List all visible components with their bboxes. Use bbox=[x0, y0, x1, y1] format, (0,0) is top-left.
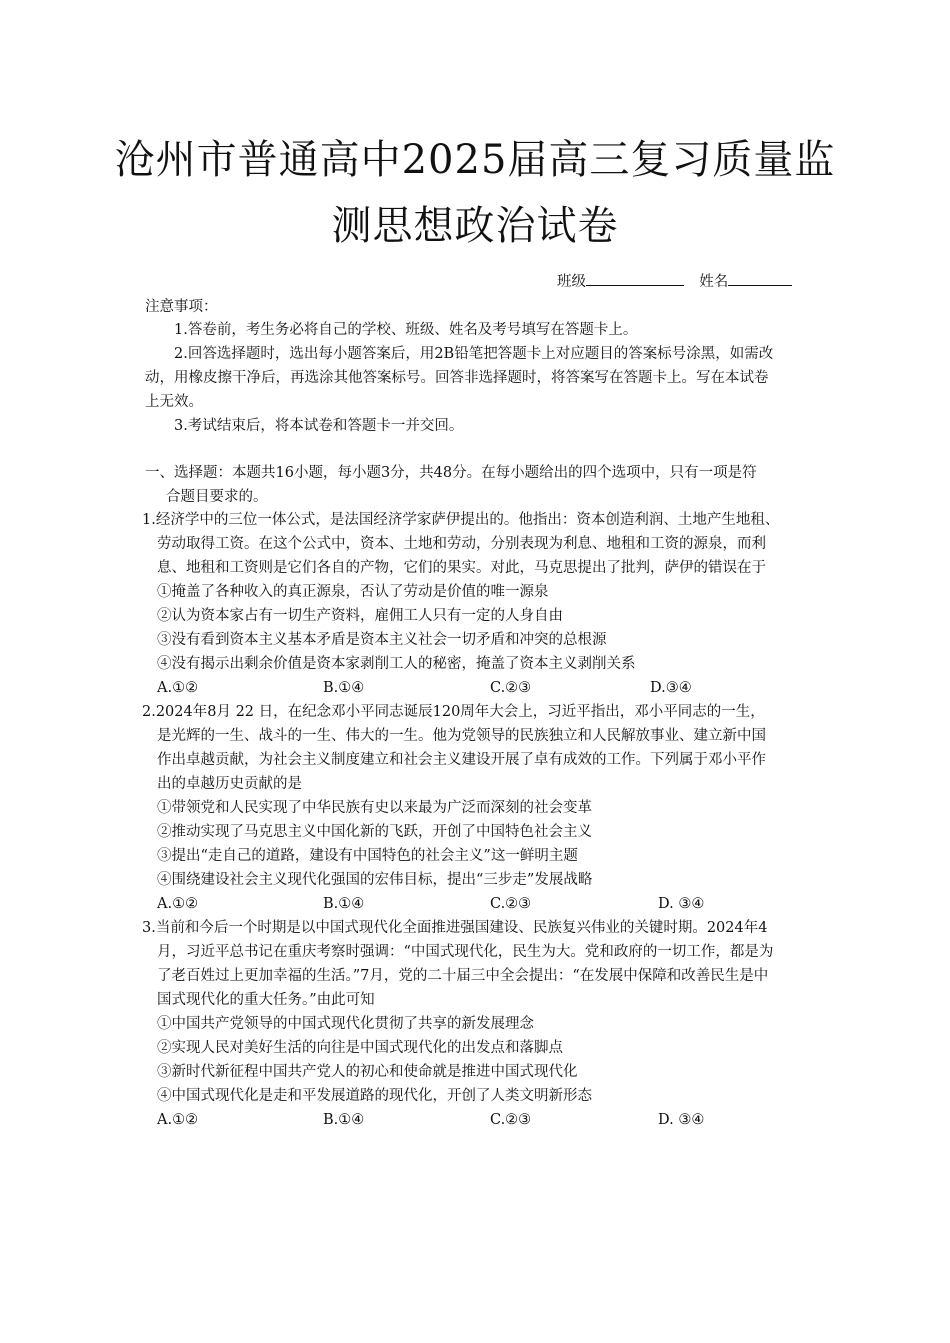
q3-statement-3: ③新时代新征程中国共产党人的初心和使命就是推进中国式现代化 bbox=[157, 1064, 578, 1080]
class-name-fields bbox=[557, 271, 792, 292]
q1-stem-line-2: 劳动取得工资。在这个公式中，资本、土地和劳动，分别表现为利息、地租和工资的源泉，而利 bbox=[157, 536, 766, 552]
name-blank[interactable] bbox=[728, 271, 792, 286]
exam-title-line-2: 测思想政治试卷 bbox=[331, 203, 619, 249]
q3-statement-4: ④中国式现代化是走和平发展道路的现代化，开创了人类文明新形态 bbox=[157, 1088, 592, 1104]
q2-stem-line-4: 出的卓越历史贡献的是 bbox=[157, 776, 302, 792]
notice-heading: 注意事项： bbox=[145, 299, 218, 315]
q3-stem-line-2: 月，习近平总书记在重庆考察时强调：“中国式现代化，民生为大。党和政府的一切工作，都是为 bbox=[157, 944, 774, 960]
notice-item-2-line-2: 动，用橡皮擦干净后，再选涂其他答案标号。回答非选择题时，将答案写在答题卡上。写在本试卷 bbox=[145, 370, 769, 386]
q3-stem-line-3: 了老百姓过上更加幸福的生活。”7月，党的二十届三中全会提出：“在发展中保障和改善民生是中 bbox=[157, 968, 769, 984]
q2-statement-2: ②推动实现了马克思主义中国化新的飞跃，开创了中国特色社会主义 bbox=[157, 824, 592, 840]
q2-option-c[interactable]: C.②③ bbox=[490, 896, 532, 912]
q3-statement-1: ①中国共产党领导的中国式现代化贯彻了共享的新发展理念 bbox=[157, 1016, 534, 1032]
q2-statement-4: ④围绕建设社会主义现代化强国的宏伟目标，提出“三步走”发展战略 bbox=[157, 872, 593, 888]
q1-option-c[interactable]: C.②③ bbox=[490, 680, 532, 696]
q1-stem-line-3: 息、地租和工资则是它们各自的产物，它们的果实。对此，马克思提出了批判，萨伊的错误在于 bbox=[157, 560, 766, 576]
notice-item-2-line-1: 2.回答选择题时，选出每小题答案后，用2B铅笔把答题卡上对应题目的答案标号涂黑，如需改 bbox=[174, 346, 774, 362]
q2-stem-line-1: 2.2024年8月 22 日，在纪念邓小平同志诞辰120周年大会上，习近平指出，邓小平同志的一生， bbox=[142, 704, 765, 720]
q2-stem-line-3: 作出卓越贡献，为社会主义制度建立和社会主义建设开展了卓有成效的工作。下列属于邓小平作 bbox=[157, 752, 766, 768]
section-1-instructions-line-2: 合题目要求的。 bbox=[166, 489, 268, 505]
q1-statement-2: ②认为资本家占有一切生产资料，雇佣工人只有一定的人身自由 bbox=[157, 608, 563, 624]
q2-statement-3: ③提出“走自己的道路，建设有中国特色的社会主义”这一鲜明主题 bbox=[157, 848, 578, 864]
notice-item-3: 3.考试结束后，将本试卷和答题卡一并交回。 bbox=[174, 418, 464, 434]
q1-statement-3: ③没有看到资本主义基本矛盾是资本主义社会一切矛盾和冲突的总根源 bbox=[157, 632, 607, 648]
notice-item-1: 1.答卷前，考生务必将自己的学校、班级、姓名及考号填写在答题卡上。 bbox=[174, 322, 638, 338]
class-blank[interactable] bbox=[586, 271, 684, 286]
q3-option-d[interactable]: D. ③④ bbox=[658, 1112, 705, 1128]
q2-option-b[interactable]: B.①④ bbox=[323, 896, 365, 912]
class-label: 班级 bbox=[557, 274, 586, 290]
q1-statement-1: ①掩盖了各种收入的真正源泉，否认了劳动是价值的唯一源泉 bbox=[157, 584, 549, 600]
q1-option-b[interactable]: B.①④ bbox=[323, 680, 365, 696]
q3-stem-line-1: 3.当前和今后一个时期是以中国式现代化全面推进强国建设、民族复兴伟业的关键时期。2024年4 bbox=[142, 920, 768, 936]
name-label: 姓名 bbox=[699, 274, 729, 290]
q1-option-a[interactable]: A.①② bbox=[157, 680, 199, 696]
q2-option-d[interactable]: D. ③④ bbox=[658, 896, 705, 912]
q2-stem-line-2: 是光辉的一生、战斗的一生、伟大的一生。他为党领导的民族独立和人民解放事业、建立新中国 bbox=[157, 728, 766, 744]
q1-stem-line-1: 1.经济学中的三位一体公式，是法国经济学家萨伊提出的。他指出：资本创造利润、土地产生地租、 bbox=[142, 512, 780, 528]
q3-option-b[interactable]: B.①④ bbox=[323, 1112, 365, 1128]
q2-option-a[interactable]: A.①② bbox=[157, 896, 199, 912]
q3-stem-line-4: 国式现代化的重大任务。”由此可知 bbox=[157, 992, 375, 1008]
exam-title-line-1: 沧州市普通高中2025届高三复习质量监 bbox=[114, 137, 836, 183]
q3-statement-2: ②实现人民对美好生活的向往是中国式现代化的出发点和落脚点 bbox=[157, 1040, 563, 1056]
q2-statement-1: ①带领党和人民实现了中华民族有史以来最为广泛而深刻的社会变革 bbox=[157, 800, 592, 816]
q3-option-a[interactable]: A.①② bbox=[157, 1112, 199, 1128]
section-1-instructions-line-1: 一、选择题：本题共16小题，每小题3分，共48分。在每小题给出的四个选项中，只有一项是符 bbox=[145, 465, 757, 481]
q3-option-c[interactable]: C.②③ bbox=[490, 1112, 532, 1128]
q1-statement-4: ④没有揭示出剩余价值是资本家剥削工人的秘密，掩盖了资本主义剥削关系 bbox=[157, 656, 636, 672]
notice-item-2-line-3: 上无效。 bbox=[145, 394, 203, 410]
q1-option-d[interactable]: D.③④ bbox=[650, 680, 692, 696]
